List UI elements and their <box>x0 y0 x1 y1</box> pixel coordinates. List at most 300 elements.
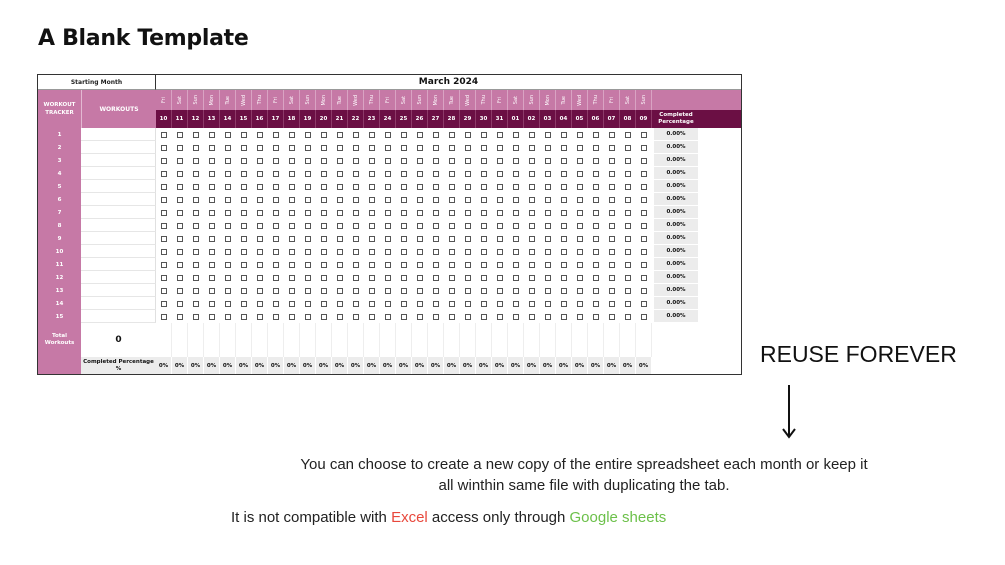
day-checkbox[interactable] <box>209 288 215 294</box>
day-checkbox[interactable] <box>385 223 391 229</box>
day-checkbox[interactable] <box>353 301 359 307</box>
day-checkbox[interactable] <box>561 210 567 216</box>
day-checkbox[interactable] <box>289 210 295 216</box>
day-checkbox[interactable] <box>609 236 615 242</box>
day-checkbox[interactable] <box>417 171 423 177</box>
day-checkbox[interactable] <box>209 210 215 216</box>
day-checkbox[interactable] <box>257 158 263 164</box>
day-checkbox[interactable] <box>257 171 263 177</box>
day-checkbox[interactable] <box>257 288 263 294</box>
day-checkbox[interactable] <box>193 236 199 242</box>
day-checkbox[interactable] <box>577 145 583 151</box>
day-checkbox[interactable] <box>257 132 263 138</box>
day-checkbox[interactable] <box>305 275 311 281</box>
day-checkbox[interactable] <box>257 301 263 307</box>
workout-name-cell-12[interactable] <box>81 271 156 284</box>
day-checkbox[interactable] <box>481 184 487 190</box>
day-checkbox[interactable] <box>625 301 631 307</box>
day-checkbox[interactable] <box>177 210 183 216</box>
day-checkbox[interactable] <box>321 158 327 164</box>
day-checkbox[interactable] <box>497 262 503 268</box>
day-checkbox[interactable] <box>513 158 519 164</box>
day-checkbox[interactable] <box>193 288 199 294</box>
day-checkbox[interactable] <box>449 197 455 203</box>
day-checkbox[interactable] <box>481 301 487 307</box>
day-checkbox[interactable] <box>449 184 455 190</box>
day-checkbox[interactable] <box>241 197 247 203</box>
day-checkbox[interactable] <box>465 288 471 294</box>
day-checkbox[interactable] <box>353 249 359 255</box>
day-checkbox[interactable] <box>593 158 599 164</box>
day-checkbox[interactable] <box>193 184 199 190</box>
day-checkbox[interactable] <box>641 275 647 281</box>
workout-name-cell-1[interactable] <box>81 128 156 141</box>
day-checkbox[interactable] <box>433 223 439 229</box>
day-checkbox[interactable] <box>385 314 391 320</box>
workout-name-cell-3[interactable] <box>81 154 156 167</box>
day-checkbox[interactable] <box>273 184 279 190</box>
day-checkbox[interactable] <box>449 210 455 216</box>
day-checkbox[interactable] <box>593 262 599 268</box>
workout-name-cell-14[interactable] <box>81 297 156 310</box>
day-checkbox[interactable] <box>465 145 471 151</box>
day-checkbox[interactable] <box>305 145 311 151</box>
day-checkbox[interactable] <box>177 197 183 203</box>
day-checkbox[interactable] <box>177 236 183 242</box>
day-checkbox[interactable] <box>593 184 599 190</box>
day-checkbox[interactable] <box>593 145 599 151</box>
day-checkbox[interactable] <box>465 171 471 177</box>
day-checkbox[interactable] <box>321 314 327 320</box>
day-checkbox[interactable] <box>433 301 439 307</box>
day-checkbox[interactable] <box>305 132 311 138</box>
day-checkbox[interactable] <box>561 249 567 255</box>
day-checkbox[interactable] <box>273 288 279 294</box>
day-checkbox[interactable] <box>641 223 647 229</box>
day-checkbox[interactable] <box>545 184 551 190</box>
day-checkbox[interactable] <box>401 314 407 320</box>
day-checkbox[interactable] <box>193 210 199 216</box>
day-checkbox[interactable] <box>353 314 359 320</box>
day-checkbox[interactable] <box>545 301 551 307</box>
day-checkbox[interactable] <box>417 262 423 268</box>
day-checkbox[interactable] <box>545 171 551 177</box>
workout-name-cell-6[interactable] <box>81 193 156 206</box>
day-checkbox[interactable] <box>241 301 247 307</box>
day-checkbox[interactable] <box>369 197 375 203</box>
day-checkbox[interactable] <box>609 249 615 255</box>
day-checkbox[interactable] <box>193 249 199 255</box>
workout-name-cell-10[interactable] <box>81 245 156 258</box>
day-checkbox[interactable] <box>273 171 279 177</box>
day-checkbox[interactable] <box>241 223 247 229</box>
day-checkbox[interactable] <box>225 210 231 216</box>
day-checkbox[interactable] <box>369 288 375 294</box>
day-checkbox[interactable] <box>161 223 167 229</box>
day-checkbox[interactable] <box>305 262 311 268</box>
day-checkbox[interactable] <box>337 288 343 294</box>
day-checkbox[interactable] <box>513 197 519 203</box>
day-checkbox[interactable] <box>545 314 551 320</box>
day-checkbox[interactable] <box>641 171 647 177</box>
day-checkbox[interactable] <box>545 249 551 255</box>
day-checkbox[interactable] <box>305 236 311 242</box>
day-checkbox[interactable] <box>641 132 647 138</box>
day-checkbox[interactable] <box>321 288 327 294</box>
day-checkbox[interactable] <box>497 197 503 203</box>
day-checkbox[interactable] <box>641 236 647 242</box>
day-checkbox[interactable] <box>433 210 439 216</box>
day-checkbox[interactable] <box>369 132 375 138</box>
day-checkbox[interactable] <box>273 275 279 281</box>
day-checkbox[interactable] <box>449 132 455 138</box>
day-checkbox[interactable] <box>577 184 583 190</box>
day-checkbox[interactable] <box>401 275 407 281</box>
day-checkbox[interactable] <box>385 145 391 151</box>
day-checkbox[interactable] <box>193 145 199 151</box>
day-checkbox[interactable] <box>561 158 567 164</box>
day-checkbox[interactable] <box>561 197 567 203</box>
day-checkbox[interactable] <box>177 249 183 255</box>
day-checkbox[interactable] <box>513 262 519 268</box>
day-checkbox[interactable] <box>417 236 423 242</box>
day-checkbox[interactable] <box>529 262 535 268</box>
day-checkbox[interactable] <box>257 236 263 242</box>
day-checkbox[interactable] <box>417 223 423 229</box>
day-checkbox[interactable] <box>497 184 503 190</box>
day-checkbox[interactable] <box>641 184 647 190</box>
day-checkbox[interactable] <box>465 249 471 255</box>
day-checkbox[interactable] <box>401 145 407 151</box>
day-checkbox[interactable] <box>609 314 615 320</box>
day-checkbox[interactable] <box>497 249 503 255</box>
day-checkbox[interactable] <box>625 132 631 138</box>
day-checkbox[interactable] <box>449 262 455 268</box>
day-checkbox[interactable] <box>449 301 455 307</box>
day-checkbox[interactable] <box>417 275 423 281</box>
day-checkbox[interactable] <box>209 262 215 268</box>
day-checkbox[interactable] <box>529 158 535 164</box>
day-checkbox[interactable] <box>529 236 535 242</box>
day-checkbox[interactable] <box>257 145 263 151</box>
day-checkbox[interactable] <box>321 223 327 229</box>
day-checkbox[interactable] <box>369 223 375 229</box>
workout-name-cell-11[interactable] <box>81 258 156 271</box>
day-checkbox[interactable] <box>481 145 487 151</box>
day-checkbox[interactable] <box>513 275 519 281</box>
day-checkbox[interactable] <box>209 184 215 190</box>
day-checkbox[interactable] <box>177 275 183 281</box>
day-checkbox[interactable] <box>433 158 439 164</box>
day-checkbox[interactable] <box>641 288 647 294</box>
day-checkbox[interactable] <box>193 158 199 164</box>
day-checkbox[interactable] <box>593 275 599 281</box>
day-checkbox[interactable] <box>321 275 327 281</box>
day-checkbox[interactable] <box>273 132 279 138</box>
day-checkbox[interactable] <box>609 301 615 307</box>
day-checkbox[interactable] <box>449 275 455 281</box>
day-checkbox[interactable] <box>625 197 631 203</box>
day-checkbox[interactable] <box>481 171 487 177</box>
day-checkbox[interactable] <box>177 158 183 164</box>
day-checkbox[interactable] <box>513 288 519 294</box>
day-checkbox[interactable] <box>209 301 215 307</box>
day-checkbox[interactable] <box>401 184 407 190</box>
day-checkbox[interactable] <box>513 145 519 151</box>
day-checkbox[interactable] <box>353 275 359 281</box>
day-checkbox[interactable] <box>593 236 599 242</box>
day-checkbox[interactable] <box>225 223 231 229</box>
day-checkbox[interactable] <box>321 145 327 151</box>
day-checkbox[interactable] <box>177 301 183 307</box>
day-checkbox[interactable] <box>353 262 359 268</box>
day-checkbox[interactable] <box>305 184 311 190</box>
day-checkbox[interactable] <box>369 301 375 307</box>
day-checkbox[interactable] <box>177 132 183 138</box>
workout-name-cell-5[interactable] <box>81 180 156 193</box>
day-checkbox[interactable] <box>225 288 231 294</box>
day-checkbox[interactable] <box>369 249 375 255</box>
day-checkbox[interactable] <box>417 301 423 307</box>
day-checkbox[interactable] <box>177 145 183 151</box>
day-checkbox[interactable] <box>417 210 423 216</box>
day-checkbox[interactable] <box>641 145 647 151</box>
day-checkbox[interactable] <box>289 223 295 229</box>
day-checkbox[interactable] <box>273 197 279 203</box>
day-checkbox[interactable] <box>417 197 423 203</box>
day-checkbox[interactable] <box>401 249 407 255</box>
day-checkbox[interactable] <box>337 223 343 229</box>
day-checkbox[interactable] <box>577 158 583 164</box>
day-checkbox[interactable] <box>433 132 439 138</box>
day-checkbox[interactable] <box>209 249 215 255</box>
day-checkbox[interactable] <box>289 145 295 151</box>
day-checkbox[interactable] <box>513 132 519 138</box>
day-checkbox[interactable] <box>289 132 295 138</box>
day-checkbox[interactable] <box>273 249 279 255</box>
day-checkbox[interactable] <box>321 262 327 268</box>
day-checkbox[interactable] <box>577 236 583 242</box>
day-checkbox[interactable] <box>337 197 343 203</box>
day-checkbox[interactable] <box>193 275 199 281</box>
day-checkbox[interactable] <box>465 314 471 320</box>
day-checkbox[interactable] <box>193 197 199 203</box>
day-checkbox[interactable] <box>593 288 599 294</box>
day-checkbox[interactable] <box>305 171 311 177</box>
day-checkbox[interactable] <box>161 197 167 203</box>
day-checkbox[interactable] <box>225 145 231 151</box>
day-checkbox[interactable] <box>257 249 263 255</box>
day-checkbox[interactable] <box>625 275 631 281</box>
day-checkbox[interactable] <box>433 288 439 294</box>
day-checkbox[interactable] <box>337 171 343 177</box>
day-checkbox[interactable] <box>577 314 583 320</box>
day-checkbox[interactable] <box>321 171 327 177</box>
day-checkbox[interactable] <box>593 314 599 320</box>
day-checkbox[interactable] <box>433 262 439 268</box>
day-checkbox[interactable] <box>481 197 487 203</box>
day-checkbox[interactable] <box>289 275 295 281</box>
day-checkbox[interactable] <box>337 132 343 138</box>
day-checkbox[interactable] <box>257 210 263 216</box>
day-checkbox[interactable] <box>481 210 487 216</box>
day-checkbox[interactable] <box>353 158 359 164</box>
day-checkbox[interactable] <box>513 171 519 177</box>
day-checkbox[interactable] <box>161 314 167 320</box>
day-checkbox[interactable] <box>385 262 391 268</box>
day-checkbox[interactable] <box>545 262 551 268</box>
day-checkbox[interactable] <box>209 275 215 281</box>
day-checkbox[interactable] <box>449 158 455 164</box>
workout-name-cell-4[interactable] <box>81 167 156 180</box>
day-checkbox[interactable] <box>177 262 183 268</box>
day-checkbox[interactable] <box>337 249 343 255</box>
day-checkbox[interactable] <box>353 171 359 177</box>
day-checkbox[interactable] <box>209 132 215 138</box>
day-checkbox[interactable] <box>577 288 583 294</box>
day-checkbox[interactable] <box>241 184 247 190</box>
day-checkbox[interactable] <box>177 171 183 177</box>
day-checkbox[interactable] <box>321 197 327 203</box>
day-checkbox[interactable] <box>609 223 615 229</box>
day-checkbox[interactable] <box>241 314 247 320</box>
day-checkbox[interactable] <box>305 223 311 229</box>
day-checkbox[interactable] <box>625 236 631 242</box>
day-checkbox[interactable] <box>225 275 231 281</box>
day-checkbox[interactable] <box>481 249 487 255</box>
day-checkbox[interactable] <box>161 184 167 190</box>
day-checkbox[interactable] <box>465 275 471 281</box>
day-checkbox[interactable] <box>209 145 215 151</box>
day-checkbox[interactable] <box>337 314 343 320</box>
day-checkbox[interactable] <box>561 171 567 177</box>
day-checkbox[interactable] <box>369 314 375 320</box>
day-checkbox[interactable] <box>193 171 199 177</box>
workout-name-cell-15[interactable] <box>81 310 156 323</box>
day-checkbox[interactable] <box>449 314 455 320</box>
day-checkbox[interactable] <box>273 158 279 164</box>
day-checkbox[interactable] <box>561 314 567 320</box>
day-checkbox[interactable] <box>193 314 199 320</box>
day-checkbox[interactable] <box>385 249 391 255</box>
day-checkbox[interactable] <box>225 184 231 190</box>
day-checkbox[interactable] <box>161 210 167 216</box>
day-checkbox[interactable] <box>241 275 247 281</box>
day-checkbox[interactable] <box>481 262 487 268</box>
day-checkbox[interactable] <box>401 158 407 164</box>
day-checkbox[interactable] <box>161 145 167 151</box>
day-checkbox[interactable] <box>353 288 359 294</box>
day-checkbox[interactable] <box>161 158 167 164</box>
day-checkbox[interactable] <box>225 262 231 268</box>
day-checkbox[interactable] <box>369 210 375 216</box>
day-checkbox[interactable] <box>353 184 359 190</box>
day-checkbox[interactable] <box>513 314 519 320</box>
day-checkbox[interactable] <box>529 301 535 307</box>
day-checkbox[interactable] <box>401 210 407 216</box>
day-checkbox[interactable] <box>529 184 535 190</box>
day-checkbox[interactable] <box>177 184 183 190</box>
day-checkbox[interactable] <box>481 275 487 281</box>
day-checkbox[interactable] <box>465 132 471 138</box>
day-checkbox[interactable] <box>465 236 471 242</box>
day-checkbox[interactable] <box>385 184 391 190</box>
day-checkbox[interactable] <box>513 236 519 242</box>
day-checkbox[interactable] <box>289 262 295 268</box>
day-checkbox[interactable] <box>321 210 327 216</box>
day-checkbox[interactable] <box>273 223 279 229</box>
day-checkbox[interactable] <box>161 171 167 177</box>
day-checkbox[interactable] <box>513 301 519 307</box>
day-checkbox[interactable] <box>369 145 375 151</box>
day-checkbox[interactable] <box>465 184 471 190</box>
day-checkbox[interactable] <box>609 132 615 138</box>
day-checkbox[interactable] <box>257 262 263 268</box>
day-checkbox[interactable] <box>401 288 407 294</box>
day-checkbox[interactable] <box>305 158 311 164</box>
day-checkbox[interactable] <box>433 171 439 177</box>
day-checkbox[interactable] <box>273 210 279 216</box>
day-checkbox[interactable] <box>641 262 647 268</box>
day-checkbox[interactable] <box>321 132 327 138</box>
day-checkbox[interactable] <box>369 236 375 242</box>
day-checkbox[interactable] <box>161 262 167 268</box>
day-checkbox[interactable] <box>625 223 631 229</box>
day-checkbox[interactable] <box>561 236 567 242</box>
day-checkbox[interactable] <box>401 262 407 268</box>
day-checkbox[interactable] <box>449 145 455 151</box>
day-checkbox[interactable] <box>385 288 391 294</box>
day-checkbox[interactable] <box>513 184 519 190</box>
day-checkbox[interactable] <box>353 210 359 216</box>
day-checkbox[interactable] <box>497 275 503 281</box>
day-checkbox[interactable] <box>481 158 487 164</box>
day-checkbox[interactable] <box>353 236 359 242</box>
day-checkbox[interactable] <box>577 249 583 255</box>
day-checkbox[interactable] <box>385 158 391 164</box>
day-checkbox[interactable] <box>289 197 295 203</box>
day-checkbox[interactable] <box>353 223 359 229</box>
day-checkbox[interactable] <box>209 236 215 242</box>
day-checkbox[interactable] <box>401 171 407 177</box>
day-checkbox[interactable] <box>417 249 423 255</box>
day-checkbox[interactable] <box>241 132 247 138</box>
day-checkbox[interactable] <box>561 132 567 138</box>
day-checkbox[interactable] <box>241 236 247 242</box>
day-checkbox[interactable] <box>305 197 311 203</box>
day-checkbox[interactable] <box>577 197 583 203</box>
day-checkbox[interactable] <box>577 301 583 307</box>
day-checkbox[interactable] <box>305 314 311 320</box>
day-checkbox[interactable] <box>593 197 599 203</box>
day-checkbox[interactable] <box>337 210 343 216</box>
day-checkbox[interactable] <box>385 236 391 242</box>
day-checkbox[interactable] <box>225 197 231 203</box>
day-checkbox[interactable] <box>225 236 231 242</box>
day-checkbox[interactable] <box>353 132 359 138</box>
day-checkbox[interactable] <box>529 288 535 294</box>
day-checkbox[interactable] <box>593 223 599 229</box>
day-checkbox[interactable] <box>161 301 167 307</box>
day-checkbox[interactable] <box>529 210 535 216</box>
day-checkbox[interactable] <box>385 171 391 177</box>
day-checkbox[interactable] <box>209 158 215 164</box>
day-checkbox[interactable] <box>577 262 583 268</box>
day-checkbox[interactable] <box>385 132 391 138</box>
day-checkbox[interactable] <box>465 223 471 229</box>
day-checkbox[interactable] <box>305 210 311 216</box>
day-checkbox[interactable] <box>257 184 263 190</box>
